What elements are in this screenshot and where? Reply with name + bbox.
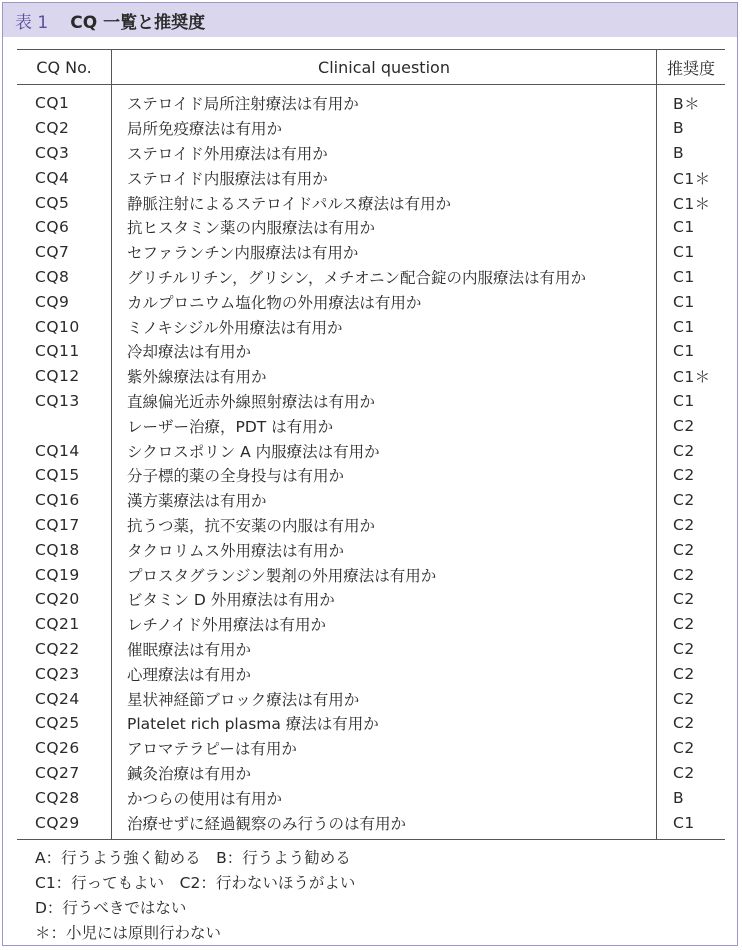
table-row [17,438,725,463]
table-row [17,810,725,835]
cell-cq-no: CQ20 [35,590,80,609]
table-row [17,91,725,116]
cell-recommendation: C2 [673,590,695,609]
cell-cq-no: CQ22 [35,639,80,658]
cell-cq-no: CQ11 [35,342,80,361]
cell-question: レーザー治療，PDT は有用か [127,417,334,436]
cell-recommendation: C1 [673,292,695,311]
cell-recommendation: C2 [673,639,695,658]
cell-cq-no: CQ2 [35,119,70,138]
cell-cq-no: CQ12 [35,367,80,386]
cell-recommendation: C1 [673,391,695,410]
cell-question: 抗うつ薬，抗不安薬の内服は有用か [127,516,376,535]
legend-line: D：行うべきではない [35,898,187,917]
cell-cq-no: CQ25 [35,714,80,733]
cell-cq-no: CQ27 [35,763,80,782]
legend-line: A：行うよう強く勧める B：行うよう勧める [35,848,351,867]
cell-cq-no: CQ4 [35,168,70,187]
cell-recommendation: B＊ [673,95,701,114]
cell-recommendation: C1 [673,317,695,336]
legend-line: C1：行ってもよい C2：行わないほうがよい [35,873,356,892]
cell-recommendation: C1 [673,813,695,832]
cell-question: 星状神経節ブロック療法は有用か [127,690,360,709]
cell-question: Platelet rich plasma 療法は有用か [127,715,379,734]
cell-question: 治療せずに経過観察のみ行うのは有用か [127,814,407,833]
table-row [17,190,725,215]
cell-cq-no: CQ6 [35,218,70,237]
cell-cq-no: CQ15 [35,466,80,485]
table-row [17,562,725,587]
table-legend [17,840,725,946]
table-row [17,265,725,290]
cell-question: 催眠療法は有用か [127,640,252,659]
cell-question: レチノイド外用療法は有用か [127,616,327,635]
table-row [17,537,725,562]
table-caption [3,3,737,37]
table-row [17,116,725,141]
cell-cq-no: CQ5 [35,193,70,212]
table-row [17,215,725,240]
cell-cq-no: CQ18 [35,540,80,559]
cell-cq-no: CQ3 [35,143,70,162]
table-row [17,240,725,265]
cell-question: 分子標的薬の全身投与は有用か [127,467,345,486]
cell-question: ステロイド外用療法は有用か [127,144,328,163]
cell-question: タクロリムス外用療法は有用か [127,541,345,560]
table-row [17,761,725,786]
table-row [17,141,725,166]
cell-recommendation: C2 [673,615,695,634]
cell-recommendation: C1＊ [673,368,711,387]
header-recommendation: 推奨度 [666,58,715,78]
table-body [17,85,725,840]
cell-recommendation: C1＊ [673,169,711,188]
cell-recommendation: B [673,143,685,162]
cell-question: かつらの使用は有用か [127,789,283,808]
table-row [17,339,725,364]
cell-cq-no: CQ21 [35,615,80,634]
table-frame [2,2,738,946]
table-row [17,711,725,736]
cell-recommendation: C1 [673,243,695,262]
cell-recommendation: B [673,119,685,138]
cell-recommendation: C2 [673,763,695,782]
table-row [17,513,725,538]
cell-recommendation: C2 [673,441,695,460]
cell-question: ステロイド内服療法は有用か [127,169,328,188]
table-row [17,661,725,686]
table-row [17,289,725,314]
table-row [17,587,725,612]
cell-question: セファランチン内服療法は有用か [127,244,359,263]
cell-question: 静脈注射によるステロイドパルス療法は有用か [127,194,451,213]
cell-question: 冷却療法は有用か [127,343,252,362]
cell-recommendation: C1 [673,218,695,237]
table-row [17,686,725,711]
cell-cq-no: CQ16 [35,491,80,510]
cell-cq-no: CQ13 [35,391,80,410]
cell-question: ミノキシジル外用療法は有用か [127,318,343,337]
table-row [17,488,725,513]
cell-recommendation: C2 [673,540,695,559]
cell-question: 漢方薬療法は有用か [127,492,267,511]
cell-recommendation: C2 [673,491,695,510]
cell-cq-no: CQ14 [35,441,80,460]
cell-cq-no: CQ29 [35,813,80,832]
cell-recommendation: C2 [673,416,695,435]
cell-question: プロスタグランジン製剤の外用療法は有用か [127,566,437,585]
cell-recommendation: C1 [673,267,695,286]
cell-recommendation: C2 [673,466,695,485]
table-number: 表 1 [15,12,49,33]
table-row [17,463,725,488]
table-row [17,314,725,339]
table-row [17,736,725,761]
cell-question: 紫外線療法は有用か [127,368,267,387]
cell-question: 鍼灸治療は有用か [127,764,252,783]
table-row [17,413,725,438]
table-row [17,364,725,389]
cell-question: 直線偏光近赤外線照射療法は有用か [127,392,376,411]
cell-cq-no: CQ10 [35,317,80,336]
header-cq-no: CQ No. [36,57,92,77]
cq-table [17,49,725,946]
cell-cq-no: CQ23 [35,664,80,683]
cell-cq-no: CQ26 [35,739,80,758]
cell-recommendation: C2 [673,515,695,534]
table-row [17,165,725,190]
cell-recommendation: C2 [673,689,695,708]
cell-cq-no: CQ7 [35,243,70,262]
cell-recommendation: C2 [673,739,695,758]
cell-cq-no: CQ8 [35,267,70,286]
table-row [17,785,725,810]
header-clinical-question: Clinical question [111,50,657,84]
cell-cq-no: CQ28 [35,788,80,807]
cell-question: 心理療法は有用か [127,665,252,684]
cell-recommendation: B [673,788,685,807]
legend-line: ＊：小児には原則行わない [35,923,222,942]
cell-cq-no: CQ19 [35,565,80,584]
cell-question: シクロスポリン A 内服療法は有用か [127,442,380,461]
cell-cq-no: CQ9 [35,292,70,311]
table-row [17,637,725,662]
cell-recommendation: C2 [673,565,695,584]
cell-question: カルプロニウム塩化物の外用療法は有用か [127,293,422,312]
table-header [17,49,725,85]
table-row [17,389,725,414]
cell-recommendation: C1 [673,342,695,361]
cell-question: 抗ヒスタミン薬の内服療法は有用か [127,219,376,238]
table-title: CQ 一覧と推奨度 [70,12,206,33]
cell-question: ビタミン D 外用療法は有用か [127,591,335,610]
cell-cq-no: CQ17 [35,515,80,534]
cell-cq-no: CQ1 [35,94,70,113]
cell-recommendation: C2 [673,714,695,733]
cell-recommendation: C2 [673,664,695,683]
cell-question: 局所免疫療法は有用か [127,120,283,139]
table-row [17,612,725,637]
cell-cq-no: CQ24 [35,689,80,708]
cell-question: アロマテラピーは有用か [127,740,297,759]
cell-recommendation: C1＊ [673,194,711,213]
cell-question: ステロイド局所注射療法は有用か [127,95,359,114]
cell-question: グリチルリチン，グリシン，メチオニン配合錠の内服療法は有用か [127,268,587,287]
